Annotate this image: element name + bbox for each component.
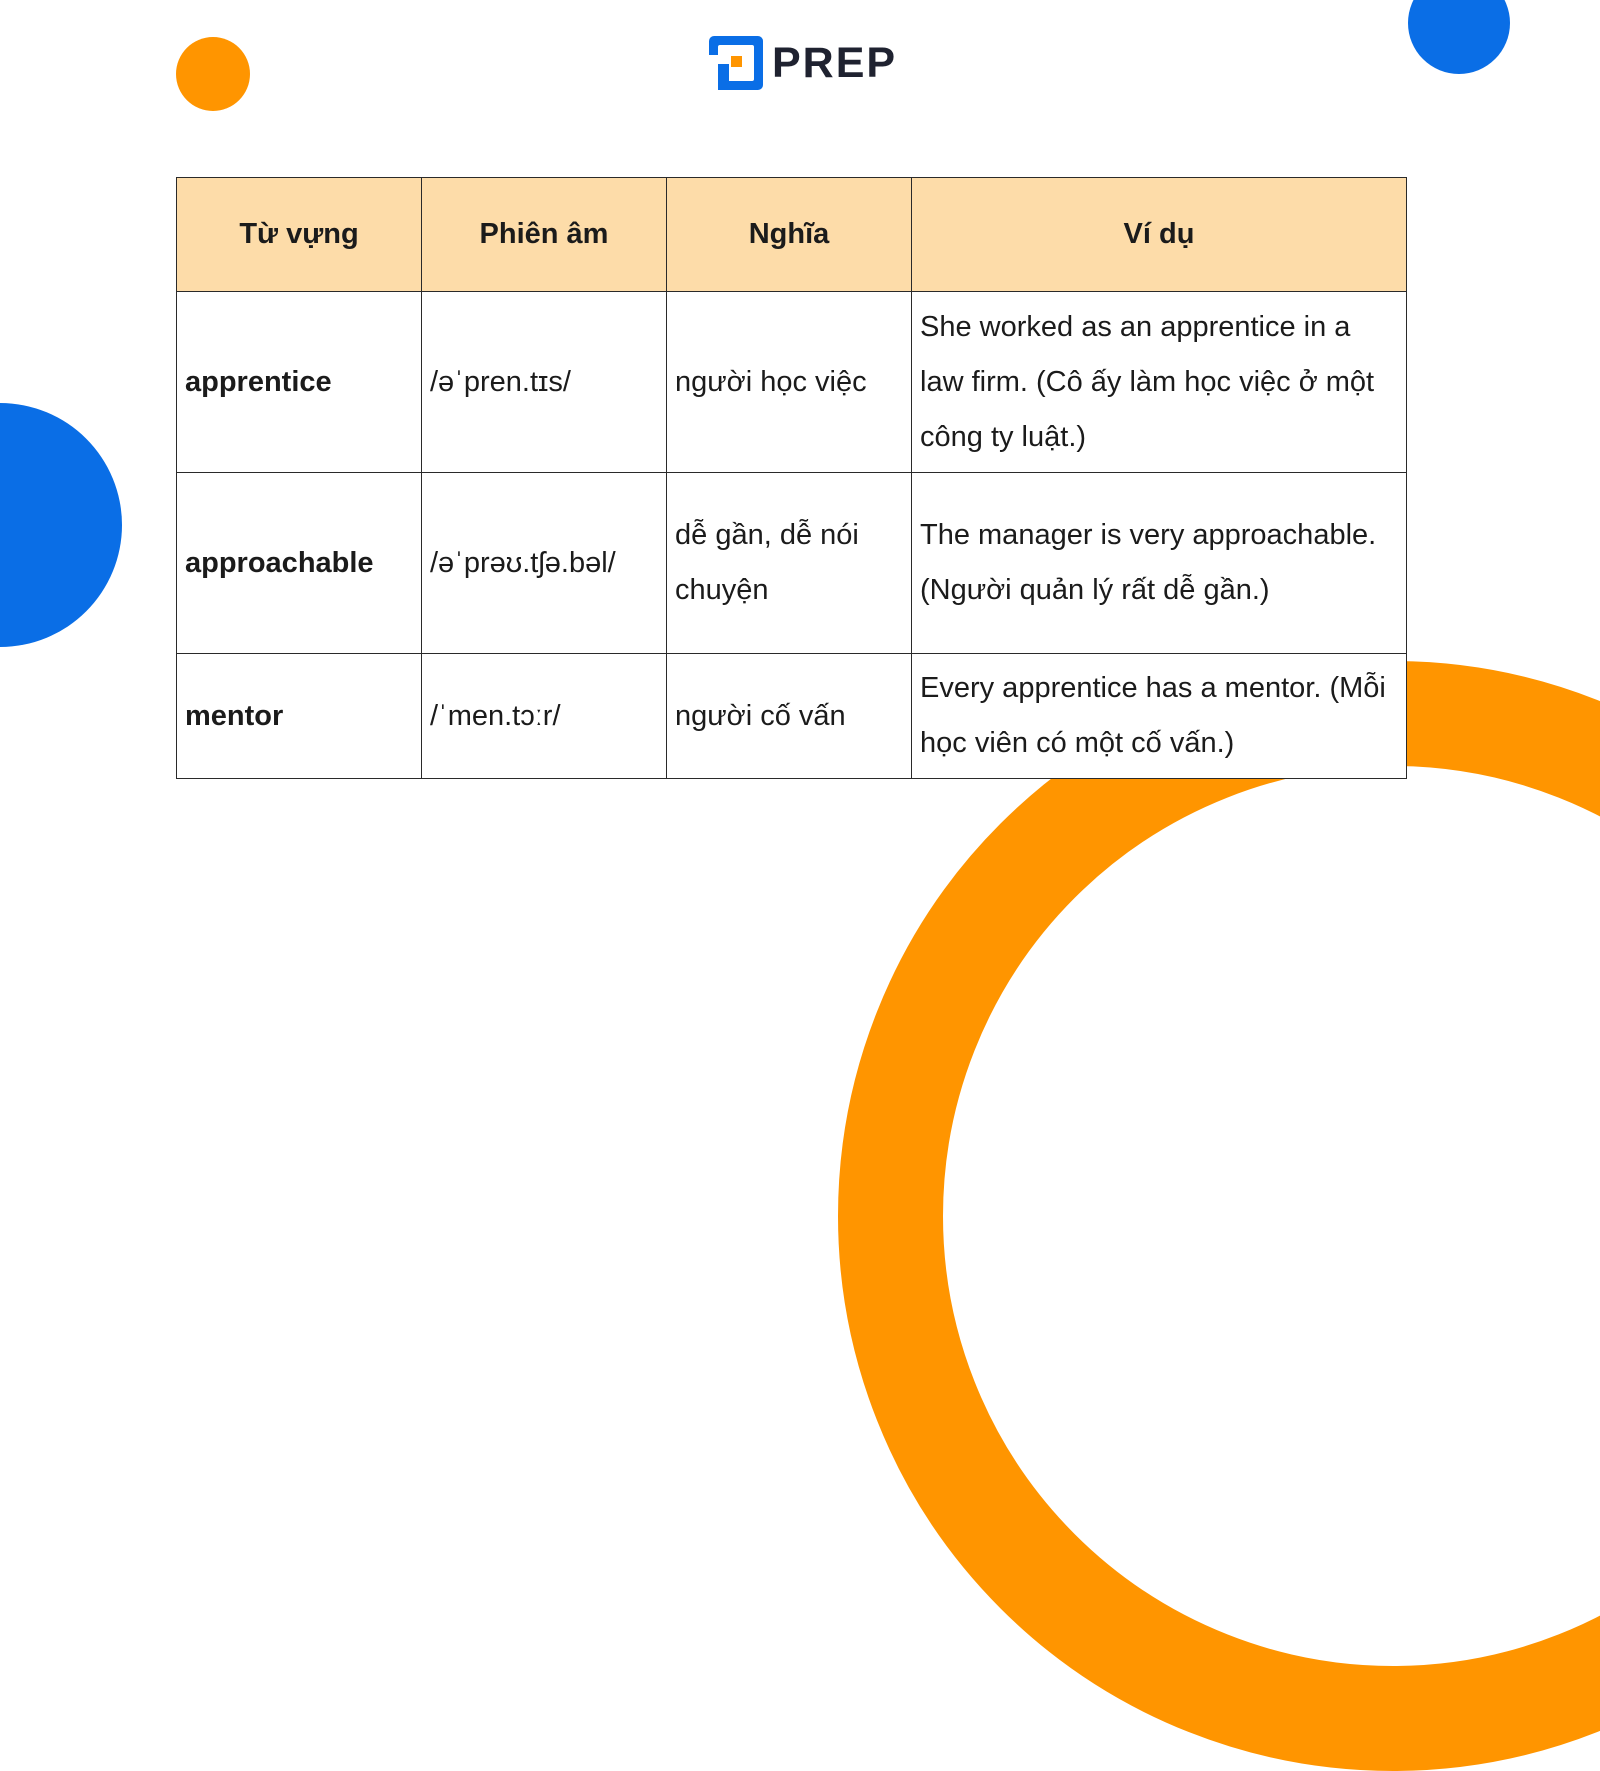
brand-name: PREP [772, 38, 898, 87]
table-row [177, 473, 1407, 654]
cell-example: She worked as an apprentice in a law firm. (Cô ấy làm học việc ở một công ty luật.) [912, 292, 1407, 473]
decorative-orange-arc [838, 661, 1600, 1771]
header-pronunciation: Phiên âm [422, 178, 667, 292]
decorative-blue-dot [1408, 0, 1510, 74]
cell-example: Every apprentice has a mentor. (Mỗi học viên có một cố vấn.) [912, 654, 1407, 779]
cell-word: mentor [177, 654, 422, 779]
cell-pronunciation: /ˈmen.tɔːr/ [422, 654, 667, 779]
table-row [177, 654, 1407, 779]
cell-pronunciation: /əˈpren.tɪs/ [422, 292, 667, 473]
vocabulary-table [176, 177, 1407, 779]
cell-word: apprentice [177, 292, 422, 473]
prep-logo [709, 36, 897, 90]
header-example: Ví dụ [912, 178, 1407, 292]
header-word: Từ vựng [177, 178, 422, 292]
cell-meaning: người cố vấn [667, 654, 912, 779]
cell-example: The manager is very approachable. (Người quản lý rất dễ gần.) [912, 473, 1407, 654]
cell-word: approachable [177, 473, 422, 654]
cell-pronunciation: /əˈprəʊ.tʃə.bəl/ [422, 473, 667, 654]
cell-meaning: người học việc [667, 292, 912, 473]
decorative-orange-dot [176, 37, 250, 111]
header-meaning: Nghĩa [667, 178, 912, 292]
prep-logo-icon [709, 36, 763, 90]
table-header-row [177, 178, 1407, 292]
decorative-blue-half-circle [0, 403, 122, 647]
table-row [177, 292, 1407, 473]
cell-meaning: dễ gần, dễ nói chuyện [667, 473, 912, 654]
